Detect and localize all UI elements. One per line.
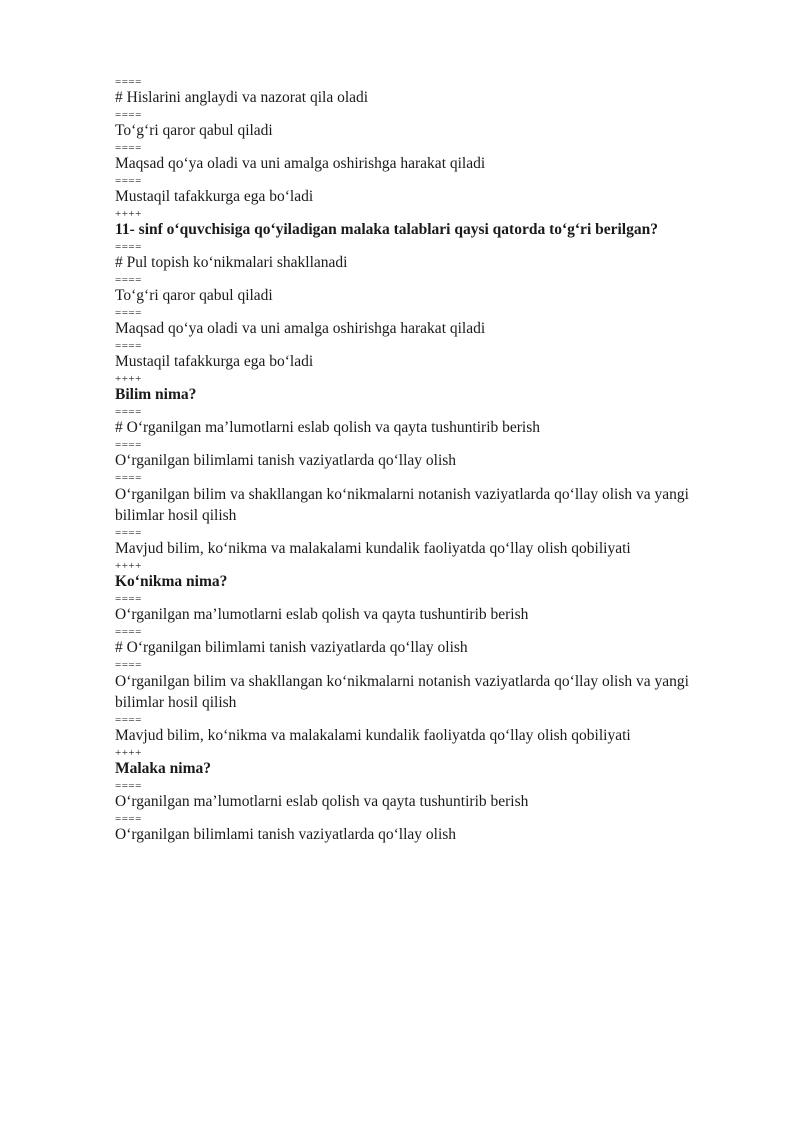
option-separator: ==== [115, 472, 142, 484]
answer-option: O‘rganilgan ma’lumotlarni eslab qolish va qayta tushuntirib berish [115, 793, 529, 810]
answer-option: To‘g‘ri qaror qabul qiladi [115, 287, 273, 304]
answer-option: Mavjud bilim, ko‘nikma va malakalami kundalik faoliyatda qo‘llay olish qobiliyati [115, 727, 631, 744]
question-separator: ++++ [115, 373, 142, 385]
answer-option: O‘rganilgan bilimlami tanish vaziyatlarda qo‘llay olish [115, 826, 457, 843]
option-separator: ==== [115, 307, 142, 319]
answer-option: Maqsad qo‘ya oladi va uni amalga oshirishga harakat qiladi [115, 155, 486, 172]
option-separator: ==== [115, 109, 142, 121]
answer-option: O‘rganilgan bilimlami tanish vaziyatlarda qo‘llay olish [115, 452, 457, 469]
answer-option-correct: # Pul topish ko‘nikmalari shakllanadi [115, 254, 348, 271]
option-separator: ==== [115, 780, 142, 792]
option-separator: ==== [115, 142, 142, 154]
document-page [115, 76, 715, 846]
option-separator: ==== [115, 527, 142, 539]
option-separator: ==== [115, 813, 142, 825]
answer-option: Maqsad qo‘ya oladi va uni amalga oshirishga harakat qiladi [115, 320, 486, 337]
option-separator: ==== [115, 241, 142, 253]
option-separator: ==== [115, 175, 142, 187]
option-separator: ==== [115, 659, 142, 671]
answer-option: O‘rganilgan bilim va shakllangan ko‘nikmalarni notanish vaziyatlarda qo‘llay olish va yangi bilimlar hosil qilish [115, 673, 689, 711]
option-separator: ==== [115, 626, 142, 638]
option-separator: ==== [115, 439, 142, 451]
option-separator: ==== [115, 406, 142, 418]
answer-option: O‘rganilgan bilim va shakllangan ko‘nikmalarni notanish vaziyatlarda qo‘llay olish va yangi bilimlar hosil qilish [115, 486, 689, 524]
answer-option: O‘rganilgan ma’lumotlarni eslab qolish va qayta tushuntirib berish [115, 606, 529, 623]
answer-option-correct: # Hislarini anglaydi va nazorat qila oladi [115, 89, 369, 106]
question-separator: ++++ [115, 208, 142, 220]
question-text: Bilim nima? [115, 386, 197, 403]
option-separator: ==== [115, 593, 142, 605]
answer-option-correct: # O‘rganilgan bilimlami tanish vaziyatlarda qo‘llay olish [115, 639, 468, 656]
option-separator: ==== [115, 76, 142, 88]
question-separator: ++++ [115, 560, 142, 572]
question-text: 11- sinf o‘quvchisiga qo‘yiladigan malaka talablari qaysi qatorda to‘g‘ri berilgan? [115, 221, 658, 238]
option-separator: ==== [115, 340, 142, 352]
option-separator: ==== [115, 714, 142, 726]
answer-option: Mavjud bilim, ko‘nikma va malakalami kundalik faoliyatda qo‘llay olish qobiliyati [115, 540, 631, 557]
question-separator: ++++ [115, 747, 142, 759]
answer-option: Mustaqil tafakkurga ega bo‘ladi [115, 353, 314, 370]
question-text: Malaka nima? [115, 760, 212, 777]
answer-option-correct: # O‘rganilgan ma’lumotlarni eslab qolish va qayta tushuntirib berish [115, 419, 541, 436]
answer-option: To‘g‘ri qaror qabul qiladi [115, 122, 273, 139]
question-text: Ko‘nikma nima? [115, 573, 228, 590]
option-separator: ==== [115, 274, 142, 286]
answer-option: Mustaqil tafakkurga ega bo‘ladi [115, 188, 314, 205]
